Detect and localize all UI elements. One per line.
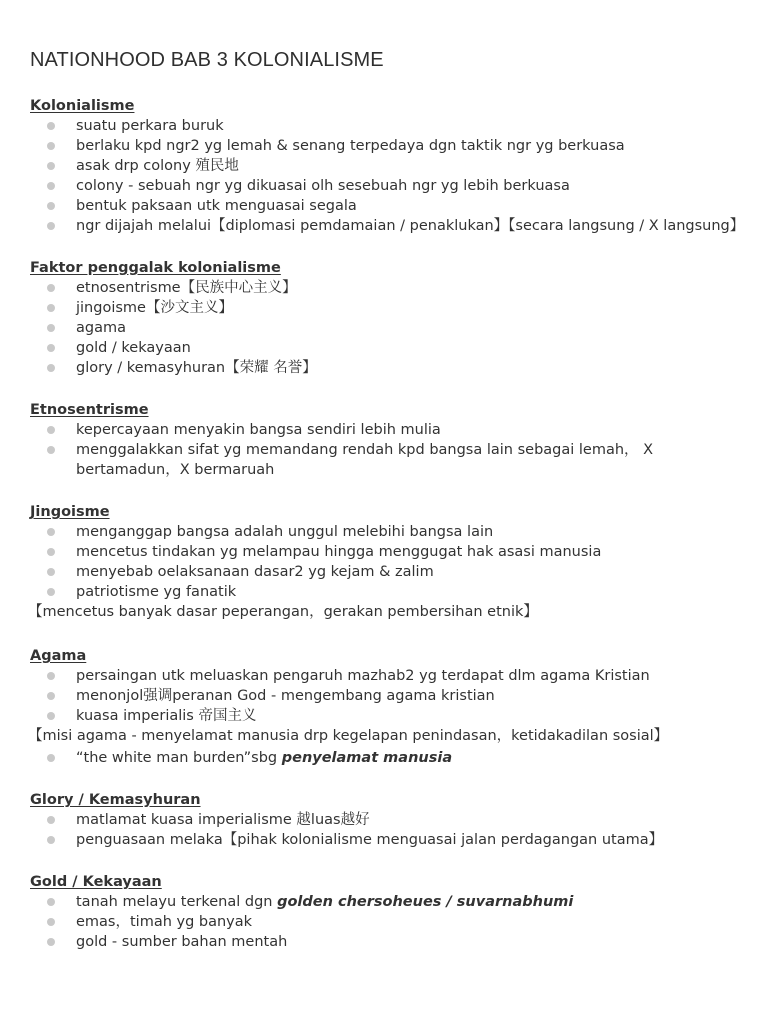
bullet-icon bbox=[47, 918, 55, 926]
list-item-text: gold - sumber bahan mentah bbox=[76, 934, 288, 950]
list-item bbox=[30, 562, 750, 582]
note-agama: 【misi agama - menyelamat manusia drp kegelapan penindasan，ketidakadilan sosial】 bbox=[28, 728, 669, 744]
list-glory bbox=[30, 810, 750, 850]
document bbox=[30, 46, 750, 952]
section-heading-agama: Agama bbox=[30, 648, 87, 664]
list-item-text: agama bbox=[76, 320, 126, 336]
list-item bbox=[30, 932, 750, 952]
bullet-icon bbox=[47, 182, 55, 190]
list-item-text: mencetus tindakan yg melampau hingga menggugat hak asasi manusia bbox=[76, 544, 602, 560]
list-item-text: jingoisme【沙文主义】 bbox=[76, 300, 233, 316]
list-item bbox=[30, 912, 750, 932]
list-item-text: gold / kekayaan bbox=[76, 340, 191, 356]
section-heading-faktor: Faktor penggalak kolonialisme bbox=[30, 260, 281, 276]
list-item bbox=[30, 136, 750, 156]
list-item-text: persaingan utk meluaskan pengaruh mazhab2 yg terdapat dlm agama Kristian bbox=[76, 668, 650, 684]
section-glory bbox=[30, 790, 750, 850]
list-item-text: matlamat kuasa imperialisme 越luas越好 bbox=[76, 812, 370, 828]
bullet-icon bbox=[47, 344, 55, 352]
list-item bbox=[30, 830, 750, 850]
list-item-text: “the white man burden”sbg bbox=[76, 750, 282, 766]
bullet-icon bbox=[47, 142, 55, 150]
list-item-text: ngr dijajah melalui【diplomasi pemdamaian / penaklukan】【secara langsung / X langsung】 bbox=[76, 218, 745, 234]
list-item-emphasis: penyelamat manusia bbox=[281, 750, 453, 766]
bullet-icon bbox=[47, 816, 55, 824]
list-item bbox=[30, 338, 750, 358]
list-etnosentrisme bbox=[30, 420, 750, 480]
list-item bbox=[30, 196, 750, 216]
list-item-text: menggalakkan sifat yg memandang rendah kpd bangsa lain sebagai lemah， X bertamadun，X bermaruah bbox=[76, 442, 654, 478]
list-item bbox=[30, 318, 750, 338]
list-item bbox=[30, 156, 750, 176]
list-item-text: colony - sebuah ngr yg dikuasai olh sesebuah ngr yg lebih berkuasa bbox=[76, 178, 570, 194]
section-faktor bbox=[30, 258, 750, 378]
list-item bbox=[30, 278, 750, 298]
list-item bbox=[30, 176, 750, 196]
list-jingoisme bbox=[30, 522, 750, 602]
list-item-text: kuasa imperialis 帝国主义 bbox=[76, 708, 257, 724]
bullet-icon bbox=[47, 938, 55, 946]
list-item bbox=[30, 892, 750, 912]
list-faktor bbox=[30, 278, 750, 378]
list-item-text: tanah melayu terkenal dgn bbox=[76, 894, 278, 910]
list-item-emphasis: golden chersoheues / suvarnabhumi bbox=[277, 894, 574, 910]
list-kolonialisme bbox=[30, 116, 750, 236]
bullet-icon bbox=[47, 162, 55, 170]
section-kolonialisme bbox=[30, 96, 750, 236]
bullet-icon bbox=[47, 548, 55, 556]
section-heading-etnosentrisme: Etnosentrisme bbox=[30, 402, 149, 418]
list-item bbox=[30, 810, 750, 830]
bullet-icon bbox=[47, 304, 55, 312]
bullet-icon bbox=[47, 364, 55, 372]
list-item bbox=[30, 358, 750, 378]
list-gold bbox=[30, 892, 750, 952]
bullet-icon bbox=[47, 836, 55, 844]
list-agama bbox=[30, 666, 750, 726]
list-item-text: menonjol强调peranan God - mengembang agama kristian bbox=[76, 688, 495, 704]
list-item bbox=[30, 116, 750, 136]
list-item-text: menyebab oelaksanaan dasar2 yg kejam & zalim bbox=[76, 564, 434, 580]
section-heading-jingoisme: Jingoisme bbox=[30, 504, 110, 520]
bullet-icon bbox=[47, 202, 55, 210]
bullet-icon bbox=[47, 122, 55, 130]
note-jingoisme: 【mencetus banyak dasar peperangan，gerakan pembersihan etnik】 bbox=[28, 604, 538, 620]
bullet-icon bbox=[47, 754, 55, 762]
list-item-text: kepercayaan menyakin bangsa sendiri lebih mulia bbox=[76, 422, 441, 438]
bullet-icon bbox=[47, 692, 55, 700]
section-etnosentrisme bbox=[30, 400, 750, 480]
bullet-icon bbox=[47, 672, 55, 680]
bullet-icon bbox=[47, 712, 55, 720]
bullet-icon bbox=[47, 588, 55, 596]
list-item bbox=[30, 748, 750, 768]
list-agama-after bbox=[30, 748, 750, 768]
list-item-text: berlaku kpd ngr2 yg lemah & senang terpedaya dgn taktik ngr yg berkuasa bbox=[76, 138, 625, 154]
section-heading-gold: Gold / Kekayaan bbox=[30, 874, 162, 890]
bullet-icon bbox=[47, 222, 55, 230]
list-item bbox=[30, 706, 750, 726]
section-heading-glory: Glory / Kemasyhuran bbox=[30, 792, 201, 808]
list-item bbox=[30, 440, 750, 480]
bullet-icon bbox=[47, 426, 55, 434]
bullet-icon bbox=[47, 528, 55, 536]
list-item-text: glory / kemasyhuran【荣耀 名誉】 bbox=[76, 360, 317, 376]
bullet-icon bbox=[47, 898, 55, 906]
section-agama bbox=[30, 646, 750, 768]
list-item bbox=[30, 298, 750, 318]
list-item bbox=[30, 420, 750, 440]
bullet-icon bbox=[47, 324, 55, 332]
list-item bbox=[30, 542, 750, 562]
section-heading-kolonialisme: Kolonialisme bbox=[30, 98, 135, 114]
bullet-icon bbox=[47, 284, 55, 292]
list-item-text: emas，timah yg banyak bbox=[76, 914, 253, 930]
list-item-text: bentuk paksaan utk menguasai segala bbox=[76, 198, 357, 214]
section-gold bbox=[30, 872, 750, 952]
list-item-text: suatu perkara buruk bbox=[76, 118, 224, 134]
bullet-icon bbox=[47, 446, 55, 454]
list-item bbox=[30, 522, 750, 542]
list-item bbox=[30, 582, 750, 602]
list-item bbox=[30, 686, 750, 706]
page-title: NATIONHOOD BAB 3 KOLONIALISME bbox=[30, 49, 384, 71]
list-item-text: patriotisme yg fanatik bbox=[76, 584, 237, 600]
list-item-text: penguasaan melaka【pihak kolonialisme menguasai jalan perdagangan utama】 bbox=[76, 832, 664, 848]
list-item-text: menganggap bangsa adalah unggul melebihi bangsa lain bbox=[76, 524, 494, 540]
list-item bbox=[30, 216, 750, 236]
bullet-icon bbox=[47, 568, 55, 576]
list-item-text: etnosentrisme【民族中心主义】 bbox=[76, 280, 297, 296]
section-jingoisme bbox=[30, 502, 750, 622]
list-item bbox=[30, 666, 750, 686]
list-item-text: asak drp colony 殖民地 bbox=[76, 158, 239, 174]
